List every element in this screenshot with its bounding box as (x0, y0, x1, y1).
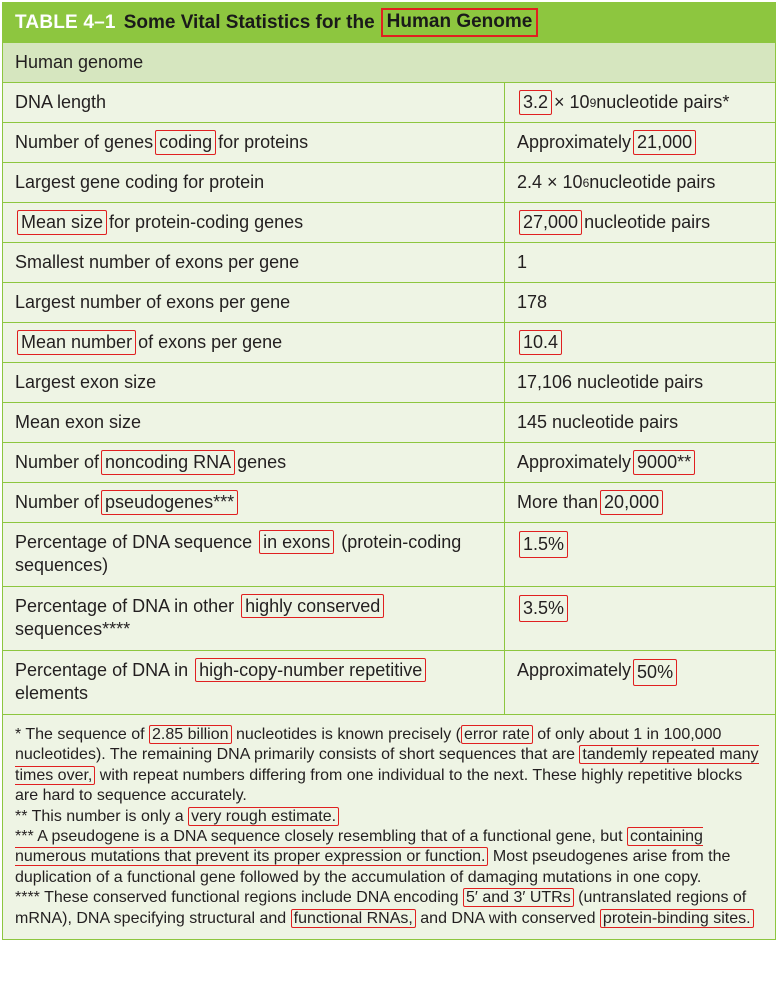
label-text: Percentage of DNA in (15, 660, 194, 680)
table-row (3, 203, 775, 243)
label-text: Percentage of DNA in other (15, 596, 240, 616)
value-text: 17,106 nucleotide pairs (517, 372, 704, 392)
row-label (3, 587, 505, 650)
row-label (3, 443, 505, 482)
label-text: Largest number of exons per gene (15, 292, 291, 312)
footnote-text: and DNA with conserved (415, 909, 600, 927)
footnote-highlight: functional RNAs, (291, 909, 416, 928)
value-highlight: 20,000 (600, 490, 663, 515)
table-row (3, 123, 775, 163)
row-label (3, 323, 505, 362)
row-label (3, 163, 505, 202)
table-row (3, 83, 775, 123)
label-text: Smallest number of exons per gene (15, 252, 300, 272)
footnote-text: (untranslated regions of mRNA), DNA specifying structural and (15, 889, 747, 927)
footnote-highlight: protein-binding sites. (600, 909, 754, 928)
row-value (505, 651, 775, 714)
label-text: (protein-coding sequences) (15, 532, 462, 575)
footnote-text: of only about 1 in 100,000 nucleotides). The remaining DNA primarily consists of short sequences that are (15, 726, 722, 764)
footnote-highlight: very rough estimate. (188, 807, 339, 826)
row-value: 3.2 × 10 9 nucleotide pairs* (505, 83, 775, 122)
row-value: 2.4 × 10 6 nucleotide pairs (517, 172, 716, 192)
row-value (505, 203, 775, 242)
row-value (505, 123, 775, 162)
row-label (3, 363, 505, 402)
footnote-text: *** A pseudogene is a DNA sequence closely resembling that of a functional gene, but (15, 828, 627, 846)
value-text: Approximately (517, 660, 632, 680)
value-highlight: 1.5% (519, 531, 568, 558)
row-value (505, 587, 775, 650)
label-text: Largest gene coding for protein (15, 172, 265, 192)
label-text: Percentage of DNA sequence (15, 532, 258, 552)
table-row (3, 483, 775, 523)
row-value (505, 483, 775, 522)
label-paragraph (15, 659, 492, 705)
row-label (3, 83, 505, 122)
footnote-text: nucleotides is known precisely ( (231, 726, 461, 743)
section-header: Human genome (3, 43, 775, 83)
table-row (3, 323, 775, 363)
table-row (3, 651, 775, 715)
row-label (3, 203, 505, 242)
row-value (505, 283, 775, 322)
row-label (3, 523, 505, 586)
value-highlight: 21,000 (633, 130, 696, 155)
row-value (505, 403, 775, 442)
value-text: Approximately (517, 132, 632, 152)
footnote-highlight: 2.85 billion (149, 725, 232, 744)
row-value (505, 443, 775, 482)
value-text: More than (517, 492, 599, 512)
table-row (3, 587, 775, 651)
table-row (3, 403, 775, 443)
value-highlight: 27,000 (519, 210, 582, 235)
row-label (3, 651, 505, 714)
value-text: Approximately (517, 452, 632, 472)
value-text: nucleotide pairs* (596, 92, 730, 112)
label-highlight: coding (155, 130, 216, 155)
label-highlight: noncoding RNA (101, 450, 235, 475)
footnote-highlight: error rate (461, 725, 533, 744)
value-text: × 10 (554, 92, 590, 112)
footnote-2 (15, 807, 763, 827)
table-label: TABLE 4–1 (15, 11, 116, 33)
label-highlight: high-copy-number repetitive (195, 658, 426, 682)
footnote-text: ** This number is only a (15, 807, 189, 825)
value-text: 2.4 × 10 (517, 172, 583, 192)
value-highlight: 3.2 (519, 90, 552, 115)
table-title-highlight: Human Genome (381, 8, 539, 37)
label-text: for proteins (218, 132, 309, 152)
footnote-highlight: 5′ and 3′ UTRs (463, 888, 574, 907)
footnote-text: with repeat numbers differing from one individual to the next. These highly repetitive blocks are hard to sequence accurately. (15, 766, 743, 805)
footnote-highlight: tandemly repeated many times over, (15, 746, 759, 784)
value-highlight: 9000** (633, 450, 695, 475)
label-highlight: Mean number (17, 330, 136, 355)
label-text: Number of (15, 452, 100, 472)
label-text: elements (15, 683, 89, 703)
footnote-highlight: containing numerous mutations that prevent its proper expression or function. (15, 828, 703, 866)
row-label (3, 123, 505, 162)
label-text: Largest exon size (15, 372, 157, 392)
label-text: Number of genes (15, 132, 154, 152)
value-text: 1 (517, 252, 528, 272)
footnote-1 (15, 725, 763, 807)
label-paragraph (15, 595, 492, 641)
table-row (3, 163, 775, 203)
label-text: Mean exon size (15, 412, 142, 432)
label-highlight: highly conserved (241, 594, 384, 618)
value-highlight: 50% (633, 659, 677, 686)
table-row (3, 363, 775, 403)
label-text: sequences**** (15, 619, 131, 639)
value-highlight: 3.5% (519, 595, 568, 622)
footnote-4 (15, 888, 763, 929)
label-highlight: Mean size (17, 210, 107, 235)
table-row (3, 283, 775, 323)
value-text: 145 nucleotide pairs (517, 412, 679, 432)
table-title-bar (3, 3, 775, 43)
label-text: Number of (15, 492, 100, 512)
row-value (505, 323, 775, 362)
value-text: nucleotide pairs (584, 212, 711, 232)
row-label (3, 483, 505, 522)
footnote-3 (15, 827, 763, 888)
table-title: Some Vital Statistics for the (123, 11, 375, 33)
row-label (3, 243, 505, 282)
table-row (3, 243, 775, 283)
footnote-text: **** These conserved functional regions include DNA encoding (15, 889, 463, 907)
value-text: nucleotide pairs (589, 172, 716, 192)
table-row (3, 443, 775, 483)
footnotes (3, 715, 775, 939)
label-text: for protein-coding genes (109, 212, 304, 232)
table-row (3, 523, 775, 587)
row-value (505, 523, 775, 586)
footnote-text: * The sequence of (15, 726, 150, 743)
row-label (3, 283, 505, 322)
row-value (505, 243, 775, 282)
vital-statistics-table (2, 2, 776, 940)
label-paragraph (15, 531, 492, 577)
value-text: 178 (517, 292, 548, 312)
label-highlight: in exons (259, 530, 334, 554)
label-text: genes (237, 452, 287, 472)
label-text: of exons per gene (138, 332, 283, 352)
value-highlight: 10.4 (519, 330, 562, 355)
footnote-text: Most pseudogenes arise from the duplication of a functional gene followed by the accumulation of damaging mutations in one copy. (15, 848, 731, 886)
row-value (505, 363, 775, 402)
label-highlight: pseudogenes*** (101, 490, 238, 515)
label-text: DNA length (15, 92, 107, 112)
row-label (3, 403, 505, 442)
